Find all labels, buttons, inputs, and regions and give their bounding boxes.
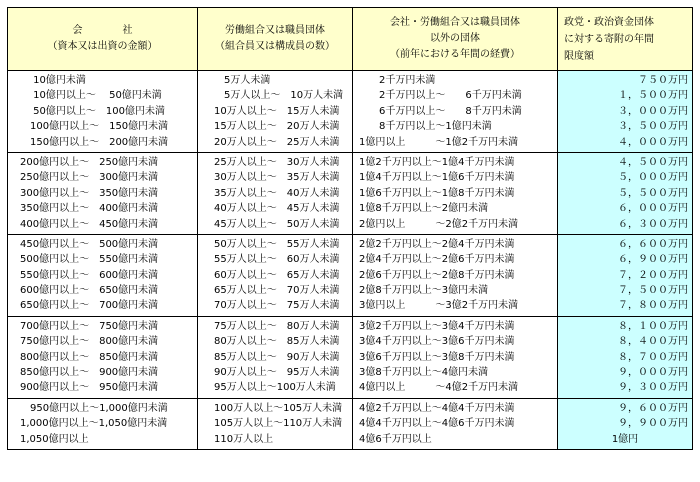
company-bracket-line: 500億円以上～ 550億円未満 bbox=[20, 254, 159, 266]
union-bracket-line: 105万人以上～110万人未満 bbox=[214, 418, 343, 430]
donation-limit-table-container bbox=[7, 7, 693, 450]
company-bracket-line: 700億円以上～ 750億円未満 bbox=[20, 320, 159, 332]
other-org-expense-cell bbox=[353, 234, 558, 316]
limit-bracket-line: ４，５００万円 bbox=[618, 156, 688, 168]
company-bracket-line: 300億円以上～ 350億円未満 bbox=[20, 187, 159, 199]
bracket-group-row bbox=[8, 316, 693, 398]
union-bracket-line: 100万人以上～105万人未満 bbox=[214, 402, 343, 414]
other-bracket-line: 2億8千万円以上～3億円未満 bbox=[359, 285, 489, 297]
limit-bracket-line: ６，０００万円 bbox=[618, 203, 688, 215]
company-capital-cell bbox=[8, 316, 198, 398]
other-bracket-line: 3億8千万円以上～4億円未満 bbox=[359, 367, 489, 379]
company-bracket-line: 1,000億円以上～1,050億円未満 bbox=[20, 418, 168, 430]
limit-bracket-line: ６，６００万円 bbox=[618, 238, 688, 250]
union-bracket-line: 90万人以上～ 95万人未満 bbox=[214, 367, 340, 379]
company-bracket-line: 10億円未満 bbox=[20, 75, 86, 86]
union-bracket-line: 35万人以上～ 40万人未満 bbox=[214, 187, 340, 199]
other-bracket-line: 1億6千万円以上～1億8千万円未満 bbox=[359, 187, 515, 199]
header-limit-line: に対する寄附の年間 bbox=[564, 33, 654, 45]
limit-bracket-line: ８，７００万円 bbox=[618, 351, 688, 363]
company-bracket-line: 50億円以上～ 100億円未満 bbox=[20, 105, 165, 117]
header-limit-line: 政党・政治資金団体 bbox=[564, 16, 654, 28]
header-company bbox=[8, 8, 198, 71]
company-bracket-line: 800億円以上～ 850億円未満 bbox=[20, 351, 159, 363]
company-bracket-line: 150億円以上～ 200億円未満 bbox=[20, 136, 169, 148]
other-bracket-line: 3億6千万円以上～3億8千万円未満 bbox=[359, 351, 515, 363]
other-bracket-line: 2億円以上 ～2億2千万円未満 bbox=[359, 218, 519, 230]
company-bracket-line: 1,050億円以上 bbox=[20, 433, 89, 445]
company-capital-cell bbox=[8, 152, 198, 234]
union-bracket-line: 70万人以上～ 75万人未満 bbox=[214, 300, 340, 312]
other-bracket-line: 2千万円未満 bbox=[359, 75, 436, 86]
header-other-line: （前年における年間の経費） bbox=[390, 49, 520, 60]
union-bracket-line: 75万人以上～ 80万人未満 bbox=[214, 320, 340, 332]
limit-bracket-line: ９，３００万円 bbox=[618, 382, 688, 394]
other-bracket-line: 2億2千万円以上～2億4千万円未満 bbox=[359, 238, 515, 250]
other-bracket-line: 3億2千万円以上～3億4千万円未満 bbox=[359, 320, 515, 332]
bracket-group-row bbox=[8, 234, 693, 316]
header-union bbox=[198, 8, 353, 71]
bracket-group-row bbox=[8, 71, 693, 153]
annual-limit-cell bbox=[558, 316, 693, 398]
union-members-cell bbox=[198, 316, 353, 398]
header-limit-line: 限度額 bbox=[564, 50, 594, 62]
header-annual-limit bbox=[558, 8, 693, 71]
limit-bracket-line: ５，０００万円 bbox=[618, 172, 688, 184]
other-org-expense-cell bbox=[353, 398, 558, 449]
company-bracket-line: 550億円以上～ 600億円未満 bbox=[20, 269, 159, 281]
company-bracket-line: 650億円以上～ 700億円未満 bbox=[20, 300, 159, 312]
bracket-group-row bbox=[8, 398, 693, 449]
limit-bracket-line: ７，５００万円 bbox=[618, 285, 688, 297]
other-bracket-line: 1億2千万円以上～1億4千万円未満 bbox=[359, 156, 515, 168]
union-members-cell bbox=[198, 398, 353, 449]
other-org-expense-cell bbox=[353, 316, 558, 398]
company-bracket-line: 200億円以上～ 250億円未満 bbox=[20, 156, 159, 168]
annual-limit-cell bbox=[558, 71, 693, 153]
limit-bracket-line: ６，９００万円 bbox=[618, 254, 688, 266]
union-bracket-line: 30万人以上～ 35万人未満 bbox=[214, 172, 340, 184]
company-bracket-line: 250億円以上～ 300億円未満 bbox=[20, 172, 159, 184]
company-bracket-line: 450億円以上～ 500億円未満 bbox=[20, 238, 159, 250]
union-bracket-line: 15万人以上～ 20万人未満 bbox=[214, 121, 340, 133]
company-bracket-line: 750億円以上～ 800億円未満 bbox=[20, 336, 159, 348]
union-bracket-line: 50万人以上～ 55万人未満 bbox=[214, 238, 340, 250]
union-bracket-line: 5万人未満 bbox=[214, 75, 271, 86]
limit-bracket-line: ４，０００万円 bbox=[618, 136, 688, 148]
limit-bracket-line: ８，４００万円 bbox=[618, 336, 688, 348]
union-members-cell bbox=[198, 71, 353, 153]
limit-bracket-line: ３，５００万円 bbox=[618, 121, 688, 133]
company-bracket-line: 600億円以上～ 650億円未満 bbox=[20, 285, 159, 297]
company-capital-cell bbox=[8, 71, 198, 153]
union-bracket-line: 45万人以上～ 50万人未満 bbox=[214, 218, 340, 230]
company-bracket-line: 10億円以上～ 50億円未満 bbox=[20, 90, 162, 102]
annual-limit-cell bbox=[558, 234, 693, 316]
company-bracket-line: 350億円以上～ 400億円未満 bbox=[20, 203, 159, 215]
union-bracket-line: 55万人以上～ 60万人未満 bbox=[214, 254, 340, 266]
company-bracket-line: 100億円以上～ 150億円未満 bbox=[20, 121, 169, 133]
other-bracket-line: 2千万円以上～ 6千万円未満 bbox=[359, 90, 522, 102]
annual-limit-cell bbox=[558, 152, 693, 234]
union-bracket-line: 85万人以上～ 90万人未満 bbox=[214, 351, 340, 363]
header-company-line: （資本又は出資の金額） bbox=[47, 41, 158, 52]
company-bracket-line: 900億円以上～ 950億円未満 bbox=[20, 382, 159, 394]
limit-bracket-line: ８，１００万円 bbox=[618, 320, 688, 332]
limit-bracket-line: ７，２００万円 bbox=[618, 269, 688, 281]
company-bracket-line: 950億円以上～1,000億円未満 bbox=[20, 402, 168, 414]
union-bracket-line: 95万人以上～100万人未満 bbox=[214, 382, 336, 394]
other-bracket-line: 4億6千万円以上 bbox=[359, 433, 432, 445]
other-bracket-line: 1億4千万円以上～1億6千万円未満 bbox=[359, 172, 515, 184]
limit-bracket-line: ９，０００万円 bbox=[618, 367, 688, 379]
limit-bracket-line: １，５００万円 bbox=[618, 90, 688, 102]
company-bracket-line: 850億円以上～ 900億円未満 bbox=[20, 367, 159, 379]
union-bracket-line: 80万人以上～ 85万人未満 bbox=[214, 336, 340, 348]
other-org-expense-cell bbox=[353, 152, 558, 234]
company-bracket-line: 400億円以上～ 450億円未満 bbox=[20, 218, 159, 230]
union-bracket-line: 10万人以上～ 15万人未満 bbox=[214, 105, 340, 117]
other-bracket-line: 6千万円以上～ 8千万円未満 bbox=[359, 105, 522, 117]
other-bracket-line: 4億円以上 ～4億2千万円未満 bbox=[359, 382, 519, 394]
limit-bracket-line: ６，３００万円 bbox=[618, 218, 688, 230]
union-bracket-line: 40万人以上～ 45万人未満 bbox=[214, 203, 340, 215]
other-bracket-line: 3億円以上 ～3億2千万円未満 bbox=[359, 300, 519, 312]
bracket-group-row bbox=[8, 152, 693, 234]
union-bracket-line: 60万人以上～ 65万人未満 bbox=[214, 269, 340, 281]
limit-bracket-line: ９，９００万円 bbox=[618, 418, 688, 430]
other-bracket-line: 3億4千万円以上～3億6千万円未満 bbox=[359, 336, 515, 348]
donation-limit-table bbox=[7, 7, 693, 450]
limit-bracket-line: ７，８００万円 bbox=[618, 300, 688, 312]
header-company-line: 会 社 bbox=[72, 25, 133, 36]
other-bracket-line: 4億2千万円以上～4億4千万円未満 bbox=[359, 402, 515, 414]
other-bracket-line: 2億6千万円以上～2億8千万円未満 bbox=[359, 269, 515, 281]
other-bracket-line: 8千万円以上～1億円未満 bbox=[359, 121, 492, 133]
header-other-line: 以外の団体 bbox=[430, 33, 480, 44]
union-bracket-line: 110万人以上 bbox=[214, 433, 274, 445]
other-bracket-line: 1億8千万円以上～2億円未満 bbox=[359, 203, 489, 215]
other-bracket-line: 4億4千万円以上～4億6千万円未満 bbox=[359, 418, 515, 430]
limit-bracket-line: ７５０万円 bbox=[638, 75, 688, 86]
union-bracket-line: 5万人以上～ 10万人未満 bbox=[214, 90, 344, 102]
limit-bracket-line: ３，０００万円 bbox=[618, 105, 688, 117]
company-capital-cell bbox=[8, 234, 198, 316]
header-other-organizations bbox=[353, 8, 558, 71]
union-members-cell bbox=[198, 234, 353, 316]
other-bracket-line: 1億円以上 ～1億2千万円未満 bbox=[359, 136, 519, 148]
other-org-expense-cell bbox=[353, 71, 558, 153]
annual-limit-cell bbox=[558, 398, 693, 449]
union-members-cell bbox=[198, 152, 353, 234]
header-union-line: （組合員又は構成員の数） bbox=[215, 41, 335, 52]
limit-bracket-line: ５，５００万円 bbox=[618, 187, 688, 199]
header-other-line: 会社・労働組合又は職員団体 bbox=[390, 17, 520, 28]
header-union-line: 労働組合又は職員団体 bbox=[225, 25, 325, 36]
header-row bbox=[8, 8, 693, 71]
limit-bracket-line: 1億円 bbox=[611, 433, 639, 445]
union-bracket-line: 65万人以上～ 70万人未満 bbox=[214, 285, 340, 297]
union-bracket-line: 25万人以上～ 30万人未満 bbox=[214, 156, 340, 168]
other-bracket-line: 2億4千万円以上～2億6千万円未満 bbox=[359, 254, 515, 266]
company-capital-cell bbox=[8, 398, 198, 449]
limit-bracket-line: ９，６００万円 bbox=[618, 402, 688, 414]
union-bracket-line: 20万人以上～ 25万人未満 bbox=[214, 136, 340, 148]
